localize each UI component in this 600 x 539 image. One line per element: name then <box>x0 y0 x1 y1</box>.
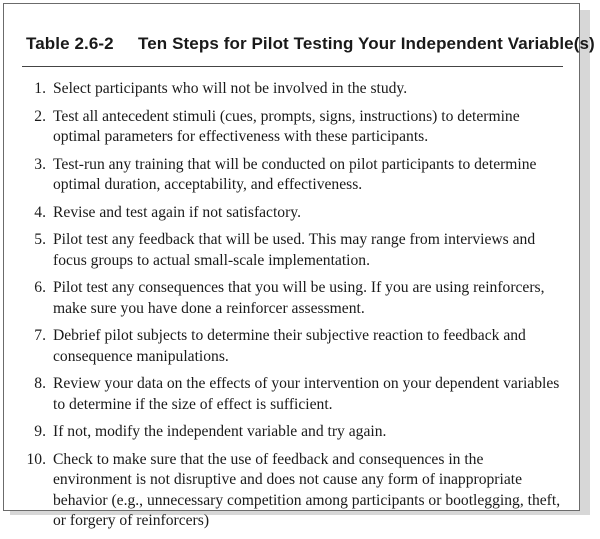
list-item <box>24 450 564 532</box>
step-text: Pilot test any consequences that you will be using. If you are using reinforcers, make sure you have done a reinforcer assessment. <box>53 279 545 317</box>
title-divider <box>22 66 563 67</box>
step-text: Test-run any training that will be conducted on pilot participants to determine optimal duration, acceptability, and effectiveness. <box>53 155 537 193</box>
step-number: 1. <box>34 80 46 97</box>
step-text: Review your data on the effects of your intervention on your dependent variables to determine if the size of effect is sufficient. <box>53 375 560 413</box>
list-item <box>24 203 564 224</box>
step-text: Revise and test again if not satisfactory. <box>53 203 301 221</box>
step-text: Test all antecedent stimuli (cues, prompts, signs, instructions) to determine optimal parameters for effectiveness with these participants. <box>53 107 520 145</box>
step-number: 9. <box>34 423 46 440</box>
list-item <box>24 326 564 367</box>
list-item <box>24 155 564 196</box>
step-text: Check to make sure that the use of feedback and consequences in the environment is not disruptive and does not cause any form of inappropriate behavior (e.g., unnecessary competition among participants or bootlegging, theft, or forgery of reinforcers) <box>53 450 561 529</box>
list-item <box>24 107 564 148</box>
step-number: 5. <box>34 231 46 248</box>
step-number: 3. <box>34 155 46 173</box>
table-number: Table 2.6-2 <box>26 34 114 53</box>
step-text: If not, modify the independent variable and try again. <box>53 423 387 440</box>
step-text: Select participants who will not be involved in the study. <box>53 80 408 97</box>
step-text: Debrief pilot subjects to determine their subjective reaction to feedback and consequence manipulations. <box>53 327 526 365</box>
step-number: 2. <box>34 107 46 125</box>
steps-list <box>24 79 564 539</box>
step-number: 10. <box>26 450 46 468</box>
list-item <box>24 230 564 271</box>
table-heading: Ten Steps for Pilot Testing Your Independent Variable(s) <box>138 34 595 53</box>
list-item <box>24 374 564 415</box>
step-number: 8. <box>34 375 46 392</box>
step-number: 4. <box>34 203 46 221</box>
step-number: 6. <box>34 279 46 296</box>
step-text: Pilot test any feedback that will be used. This may range from interviews and focus groups to actual small-scale implementation. <box>53 231 536 269</box>
list-item <box>24 422 564 443</box>
step-number: 7. <box>34 327 46 344</box>
table-title <box>26 34 595 54</box>
list-item <box>24 79 564 100</box>
list-item <box>24 278 564 319</box>
